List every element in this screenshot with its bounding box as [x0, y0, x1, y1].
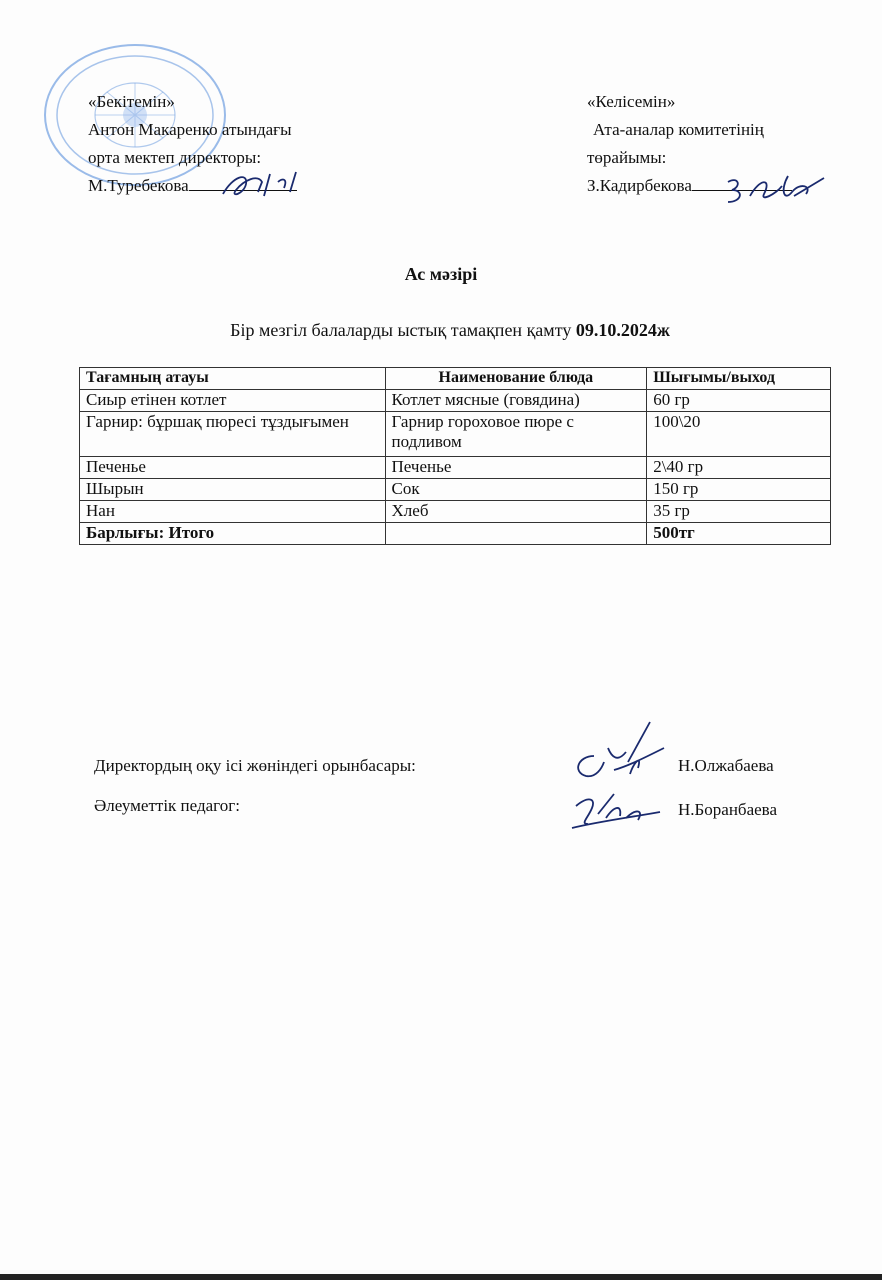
- header-dish-ru: Наименование блюда: [385, 368, 647, 390]
- agree-line2: төрайымы:: [587, 148, 667, 167]
- approve-line2: орта мектеп директоры:: [88, 148, 262, 167]
- agree-name: З.Кадирбекова: [587, 176, 692, 195]
- signature-role-social: Әлеуметтік педагог:: [94, 796, 240, 815]
- dish-ru: Печенье: [385, 457, 647, 479]
- approve-name: М.Туребекова: [88, 176, 189, 195]
- total-label: Барлығы: Итого: [80, 523, 386, 545]
- total-value: 500тг: [647, 523, 831, 545]
- signature-name-social: Н.Боранбаева: [678, 800, 778, 819]
- dish-ru: Сок: [385, 479, 647, 501]
- dish-kk: Печенье: [80, 457, 386, 479]
- table-total-row: [80, 523, 831, 545]
- header-dish-kk: Тағамның атауы: [80, 368, 386, 390]
- table-row: [80, 501, 831, 523]
- dish-output: 2\40 гр: [647, 457, 831, 479]
- table-header-row: [80, 368, 831, 390]
- table-row: [80, 479, 831, 501]
- dish-output: 60 гр: [647, 390, 831, 412]
- agree-heading: «Келісемін»: [587, 92, 676, 111]
- table-row: [80, 457, 831, 479]
- menu-table: [79, 367, 831, 545]
- subtitle-date: 09.10.2024ж: [575, 320, 670, 340]
- signature-role-deputy: Директордың оқу ісі жөніндегі орынбасары:: [94, 756, 416, 775]
- dish-kk: Нан: [80, 501, 386, 523]
- signature-name-deputy: Н.Олжабаева: [678, 756, 774, 775]
- page-title: Ас мәзірі: [404, 264, 478, 284]
- dish-kk: Гарнир: бұршақ пюресі тұздығымен: [80, 412, 386, 457]
- table-row: [80, 390, 831, 412]
- scan-edge-divider: [0, 1274, 882, 1280]
- dish-output: 35 гр: [647, 501, 831, 523]
- approve-heading: «Бекітемін»: [88, 92, 175, 111]
- subtitle-text: Бір мезгіл балаларды ыстық тамақпен қамту: [230, 320, 576, 340]
- dish-ru: Гарнир гороховое пюре с подливом: [385, 412, 647, 457]
- social-signature-icon: [566, 788, 666, 836]
- page-subtitle: [150, 320, 750, 341]
- dish-output: 150 гр: [647, 479, 831, 501]
- dish-output: 100\20: [647, 412, 831, 457]
- total-empty: [385, 523, 647, 545]
- table-row: [80, 412, 831, 457]
- committee-signature-icon: [720, 172, 830, 212]
- director-signature-icon: [218, 168, 318, 202]
- dish-kk: Сиыр етінен котлет: [80, 390, 386, 412]
- header-output: Шығымы/выход: [647, 368, 831, 390]
- dish-kk: Шырын: [80, 479, 386, 501]
- dish-ru: Хлеб: [385, 501, 647, 523]
- agree-line1: Ата-аналар комитетінің: [593, 120, 764, 139]
- dish-ru: Котлет мясные (говядина): [385, 390, 647, 412]
- approve-line1: Антон Макаренко атындағы: [88, 120, 292, 139]
- deputy-signature-icon: [568, 718, 668, 784]
